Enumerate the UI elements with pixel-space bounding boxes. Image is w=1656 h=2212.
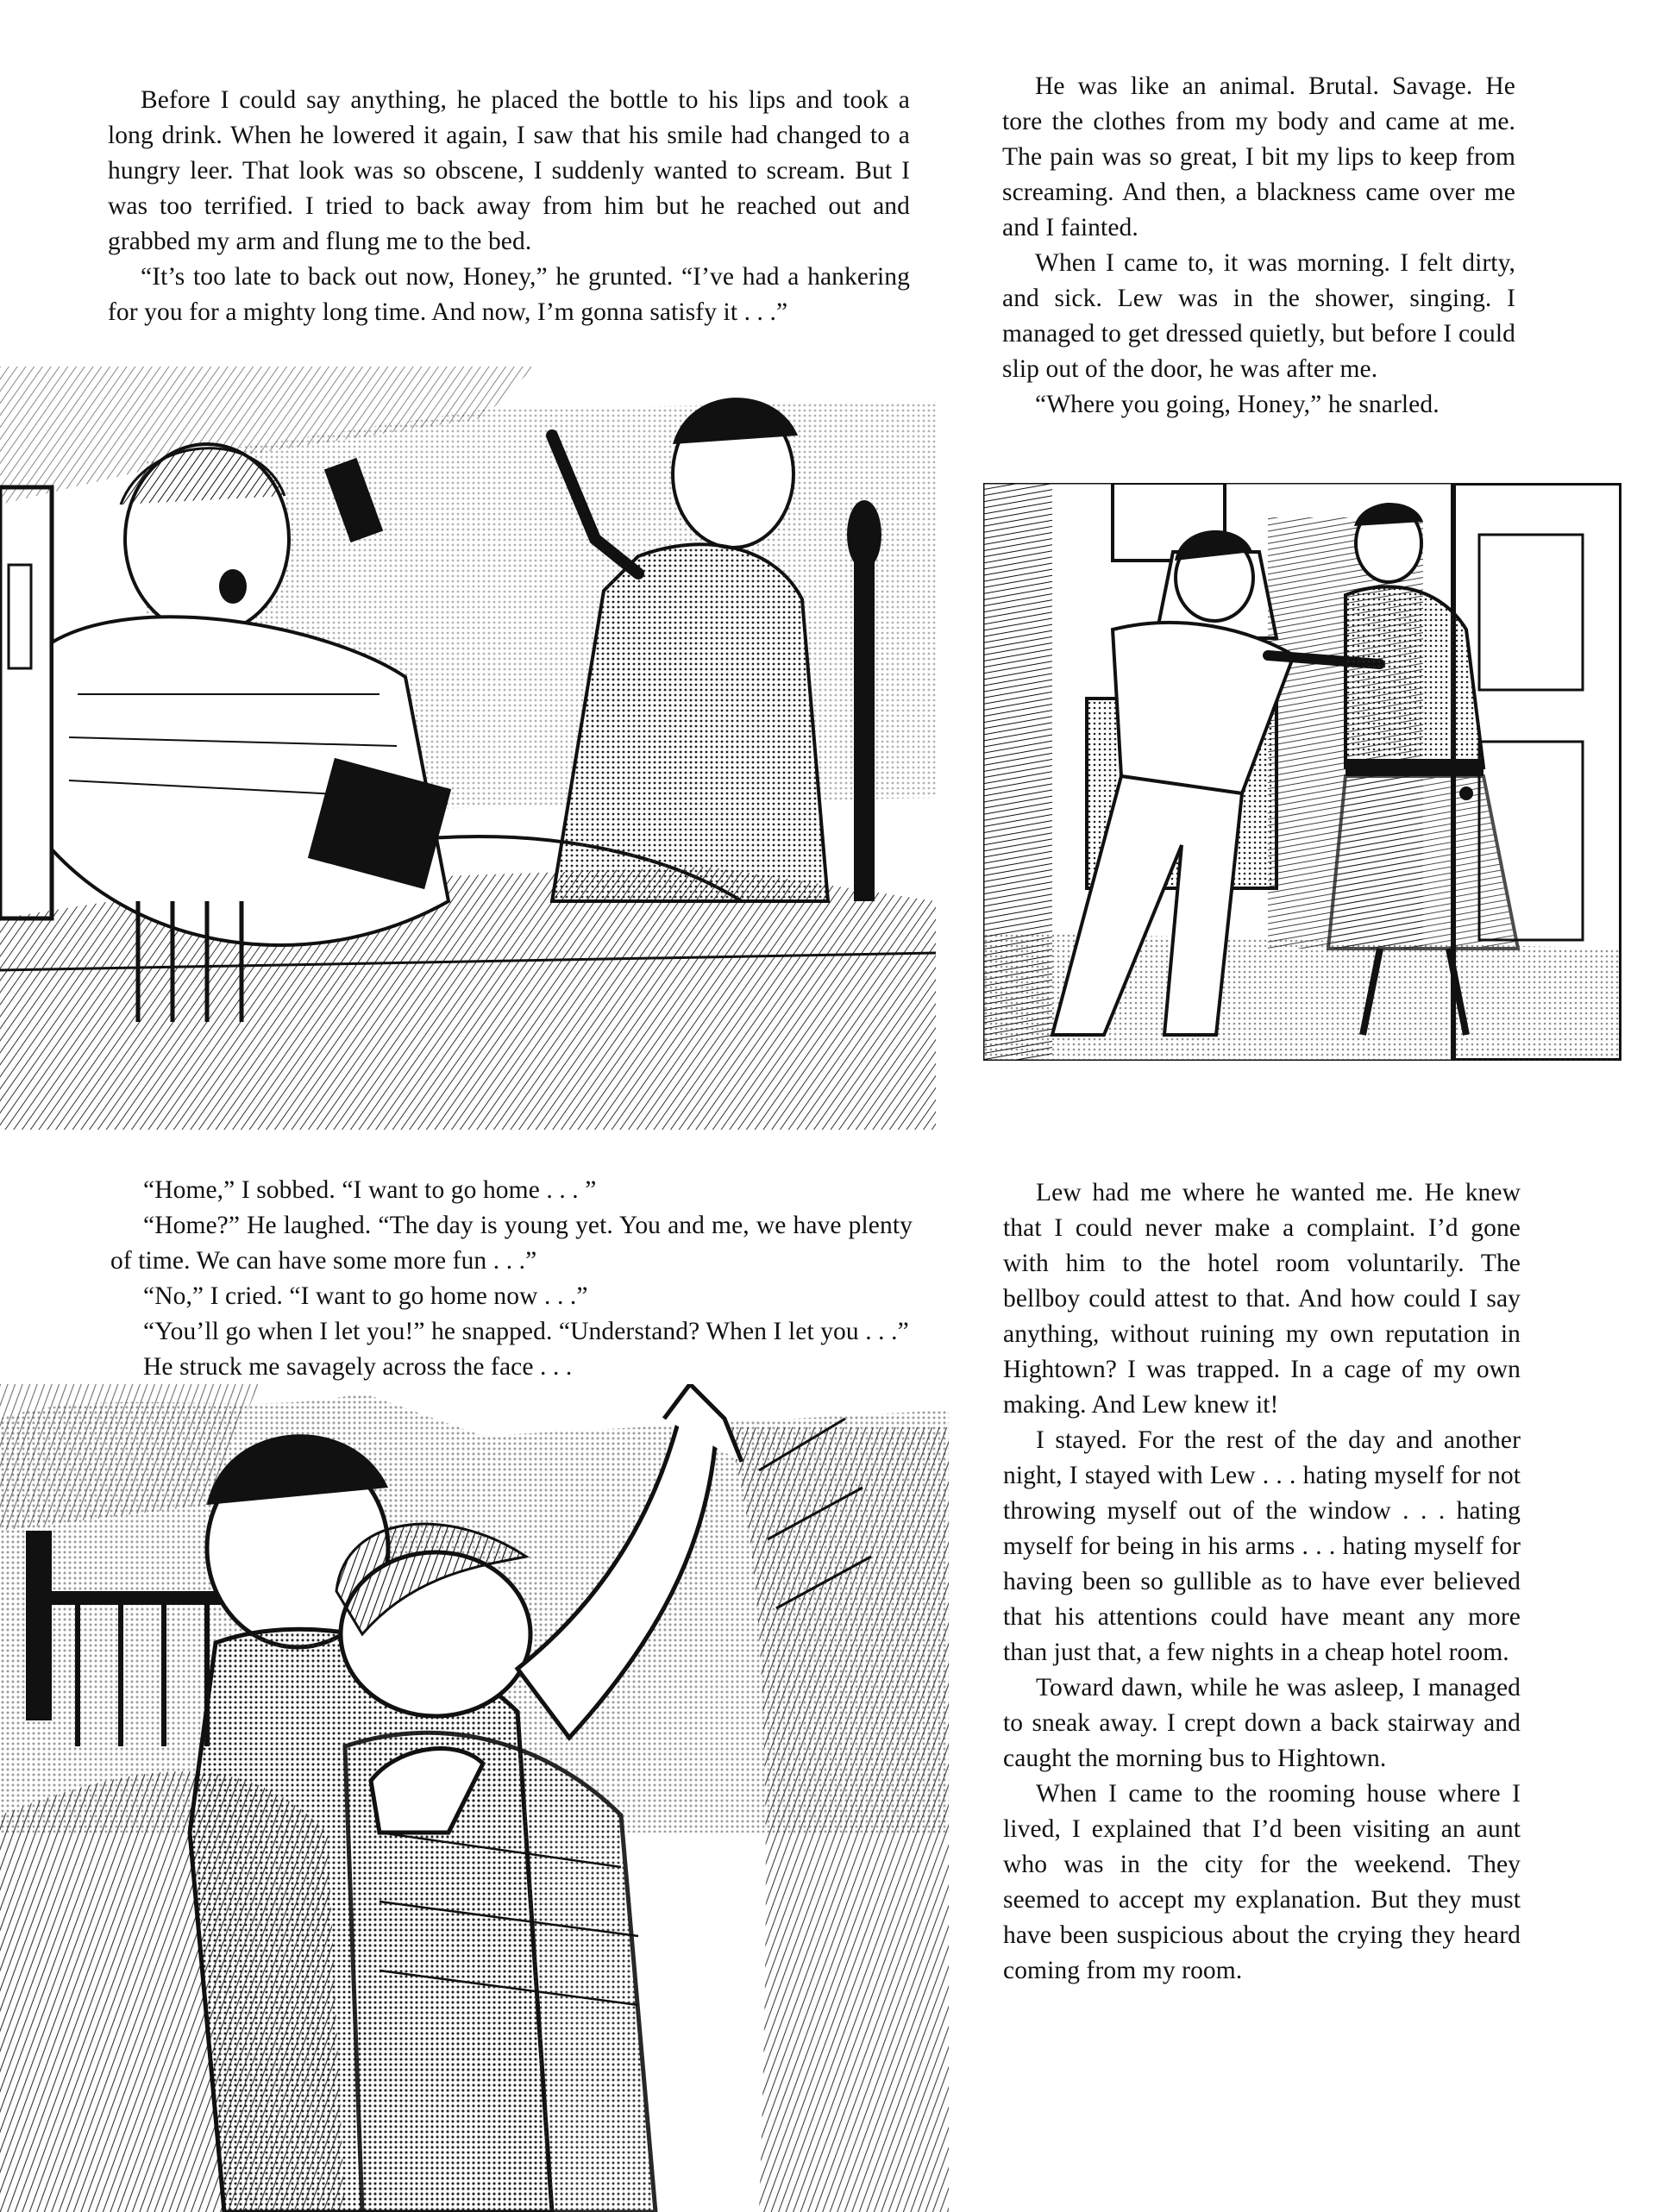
paragraph: Lew had me where he wanted me. He knew that I could never make a complaint. I’d gone with him to the hotel room voluntarily. The bellboy could attest to that. And how could I say anything, without ruining my own reputation in Hightown? I was trapped. In a cage of my own making. And Lew knew it! <box>1003 1179 1521 1419</box>
illustration-slap <box>0 1384 949 2212</box>
paragraph: Before I could say anything, he placed the bottle to his lips and took a long drink. When he lowered it again, I saw that his smile had changed to a hungry leer. That look was so obscene, I suddenly wanted to scream. But I was too terrified. I tried to back away from him but he reached out and grabbed my arm and flung me to the bed. <box>108 86 910 255</box>
paragraph: I stayed. For the rest of the day and another night, I stayed with Lew . . . hating myself for not throwing myself out of the window . . . hating myself for being in his arms . . . hating myself for having been so gullible as to have ever believed that his attentions could have meant any more than just that, a few nights in a cheap hotel room. <box>1003 1426 1521 1666</box>
story-text-block-2 <box>1002 69 1515 423</box>
illustration-slap-art <box>0 1384 949 2212</box>
paragraph: When I came to the rooming house where I lived, I explained that I’d been visiting an aunt who was in the city for the weekend. They seemed to accept my explanation. But they must have been suspicious about the crying they heard coming from my room. <box>1003 1780 1521 1984</box>
paragraph: “Home,” I sobbed. “I want to go home . . . ” <box>143 1176 597 1204</box>
paragraph: When I came to, it was morning. I felt dirty, and sick. Lew was in the shower, singing. I managed to get dressed quietly, but before I could slip out of the door, he was after me. <box>1002 249 1515 383</box>
story-text-block-1 <box>108 83 910 330</box>
paragraph: “Where you going, Honey,” he snarled. <box>1035 391 1440 418</box>
paragraph: Toward dawn, while he was asleep, I managed to sneak away. I crept down a back stairway and caught the morning bus to Hightown. <box>1003 1674 1521 1772</box>
illustration-bedroom-struggle <box>0 367 936 1130</box>
illustration-doorway-escape-art <box>983 483 1622 1061</box>
illustration-doorway-escape <box>983 483 1622 1061</box>
paragraph: “No,” I cried. “I want to go home now . . .” <box>143 1282 588 1310</box>
paragraph: “You’ll go when I let you!” he snapped. “Understand? When I let you . . .” <box>143 1318 909 1345</box>
paragraph: He was like an animal. Brutal. Savage. He tore the clothes from my body and came at me. The pain was so great, I bit my lips to keep from screaming. And then, a blackness came over me and I fainted. <box>1002 72 1515 241</box>
paragraph: “It’s too late to back out now, Honey,” he grunted. “I’ve had a hankering for you for a mighty long time. And now, I’m gonna satisfy it . . .” <box>108 263 910 326</box>
paragraph: “Home?” He laughed. “The day is young yet. You and me, we have plenty of time. We can have some more fun . . .” <box>110 1212 913 1275</box>
story-text-block-4 <box>1003 1175 1521 1989</box>
story-text-block-3 <box>110 1173 913 1385</box>
paragraph: He struck me savagely across the face . . . <box>143 1353 573 1381</box>
illustration-bedroom-struggle-art <box>0 367 936 1130</box>
